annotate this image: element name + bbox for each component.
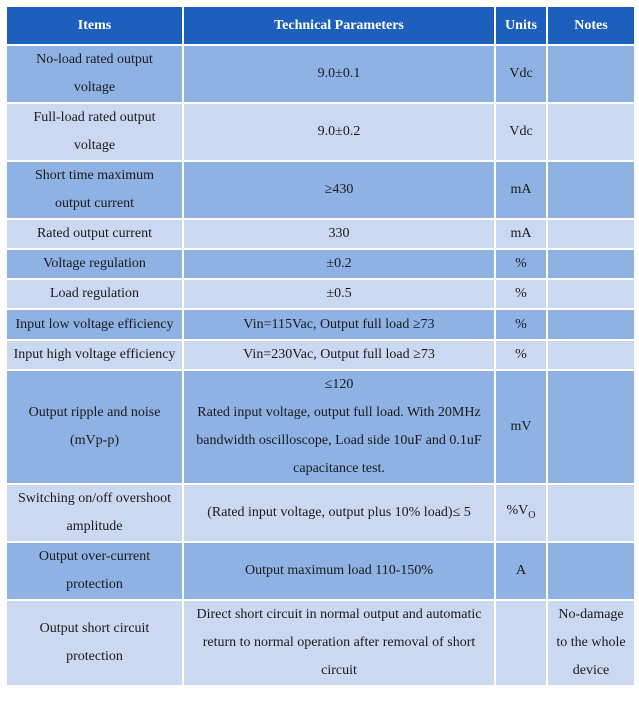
notes-cell-line: to the whole xyxy=(556,635,626,650)
table-row xyxy=(6,45,635,103)
unit-cell: A xyxy=(495,542,547,600)
parameter-cell xyxy=(183,249,495,279)
parameter-cell-line: 9.0±0.2 xyxy=(317,124,361,139)
notes-cell-line: device xyxy=(572,663,610,678)
item-cell xyxy=(6,279,183,309)
parameter-cell-line: Vin=230Vac, Output full load ≥73 xyxy=(243,347,435,362)
unit-cell: Vdc xyxy=(495,45,547,103)
parameter-cell-line: ≥430 xyxy=(324,182,354,197)
item-cell xyxy=(6,249,183,279)
item-cell xyxy=(6,309,183,340)
parameter-cell-line: 9.0±0.1 xyxy=(317,66,361,81)
item-cell xyxy=(6,103,183,161)
header-row xyxy=(6,6,635,45)
item-cell xyxy=(6,45,183,103)
parameter-cell-line: capacitance test. xyxy=(293,461,385,476)
parameter-cell xyxy=(183,45,495,103)
item-cell-line: No-load rated output xyxy=(36,52,153,67)
notes-cell xyxy=(547,279,635,309)
unit-cell: % xyxy=(495,279,547,309)
parameter-cell xyxy=(183,370,495,484)
notes-cell xyxy=(547,309,635,340)
notes-cell xyxy=(547,340,635,370)
notes-cell xyxy=(547,484,635,542)
parameter-cell xyxy=(183,484,495,542)
item-cell-line: voltage xyxy=(73,80,116,95)
item-cell-line: Output ripple and noise xyxy=(28,405,161,420)
item-cell-line: Rated output current xyxy=(36,226,153,241)
unit-cell: mV xyxy=(495,370,547,484)
unit-cell: mA xyxy=(495,219,547,249)
notes-cell xyxy=(547,103,635,161)
item-cell-line: Switching on/off overshoot xyxy=(18,491,171,506)
parameter-cell xyxy=(183,600,495,686)
parameter-cell-line: ±0.5 xyxy=(326,286,352,301)
item-cell xyxy=(6,370,183,484)
header-items: Items xyxy=(6,6,183,45)
parameter-cell xyxy=(183,103,495,161)
parameter-cell-line: ≤120 xyxy=(324,377,354,392)
item-cell-line: Output short circuit xyxy=(39,621,150,636)
parameter-cell-line: Direct short circuit in normal output and automatic xyxy=(196,607,482,622)
header-notes: Notes xyxy=(547,6,635,45)
notes-cell xyxy=(547,161,635,219)
item-cell-line: (mVp-p) xyxy=(70,433,119,448)
parameter-cell xyxy=(183,340,495,370)
item-cell-line: voltage xyxy=(73,138,116,153)
item-cell-line: Full-load rated output xyxy=(33,110,156,125)
item-cell-line: Load regulation xyxy=(49,286,140,301)
notes-cell xyxy=(547,249,635,279)
header-technical-parameters: Technical Parameters xyxy=(183,6,495,45)
parameter-cell xyxy=(183,161,495,219)
item-cell-line: Input low voltage efficiency xyxy=(15,316,174,332)
item-cell-line: output current xyxy=(55,196,134,211)
unit-cell xyxy=(495,600,547,686)
item-cell xyxy=(6,484,183,542)
table-row xyxy=(6,484,635,542)
item-cell-line: Voltage regulation xyxy=(43,256,146,271)
table-row xyxy=(6,219,635,249)
parameter-cell-line: ±0.2 xyxy=(326,256,352,271)
unit-cell: % xyxy=(495,309,547,340)
table-row xyxy=(6,340,635,370)
unit-cell: $\%V_O$ xyxy=(495,484,547,542)
notes-cell-line: No-damage xyxy=(558,607,624,622)
table-row xyxy=(6,370,635,484)
item-cell-line: protection xyxy=(66,577,123,592)
parameter-cell-line: Vin=115Vac, Output full load ≥73 xyxy=(243,316,435,332)
notes-cell xyxy=(547,45,635,103)
item-cell-line: Output over-current xyxy=(38,549,151,564)
parameter-cell-line: Rated input voltage, output full load. With 20MHz xyxy=(197,405,481,420)
notes-cell xyxy=(547,600,635,686)
item-cell-line: protection xyxy=(66,649,123,664)
parameter-cell-line: bandwidth oscilloscope, Load side 10uF and 0.1uF xyxy=(196,433,482,448)
notes-cell xyxy=(547,219,635,249)
parameter-cell-line: Output maximum load 110-150% xyxy=(244,563,434,578)
table-row xyxy=(6,309,635,340)
table-row xyxy=(6,103,635,161)
item-cell-line: Input high voltage efficiency xyxy=(13,347,176,362)
table-row xyxy=(6,542,635,600)
parameter-cell-line: 330 xyxy=(328,226,350,241)
table-row xyxy=(6,249,635,279)
item-cell xyxy=(6,600,183,686)
item-cell xyxy=(6,542,183,600)
item-cell-line: amplitude xyxy=(66,519,123,534)
notes-cell xyxy=(547,542,635,600)
parameter-cell xyxy=(183,219,495,249)
parameter-cell xyxy=(183,542,495,600)
notes-cell xyxy=(547,370,635,484)
unit-cell: % xyxy=(495,340,547,370)
spec-table xyxy=(5,5,636,687)
header-units: Units xyxy=(495,6,547,45)
parameter-cell-line: return to normal operation after removal of short xyxy=(202,635,476,650)
table-row xyxy=(6,161,635,219)
parameter-cell-line: circuit xyxy=(321,663,357,678)
table-row xyxy=(6,600,635,686)
parameter-cell-line: (Rated input voltage, output plus 10% load)≤ 5 xyxy=(207,505,471,520)
parameter-cell xyxy=(183,279,495,309)
parameter-cell xyxy=(183,309,495,340)
item-cell xyxy=(6,219,183,249)
table-row xyxy=(6,279,635,309)
item-cell-line: Short time maximum xyxy=(35,168,154,183)
item-cell xyxy=(6,161,183,219)
unit-cell: mA xyxy=(495,161,547,219)
unit-cell: % xyxy=(495,249,547,279)
unit-cell: Vdc xyxy=(495,103,547,161)
item-cell xyxy=(6,340,183,370)
